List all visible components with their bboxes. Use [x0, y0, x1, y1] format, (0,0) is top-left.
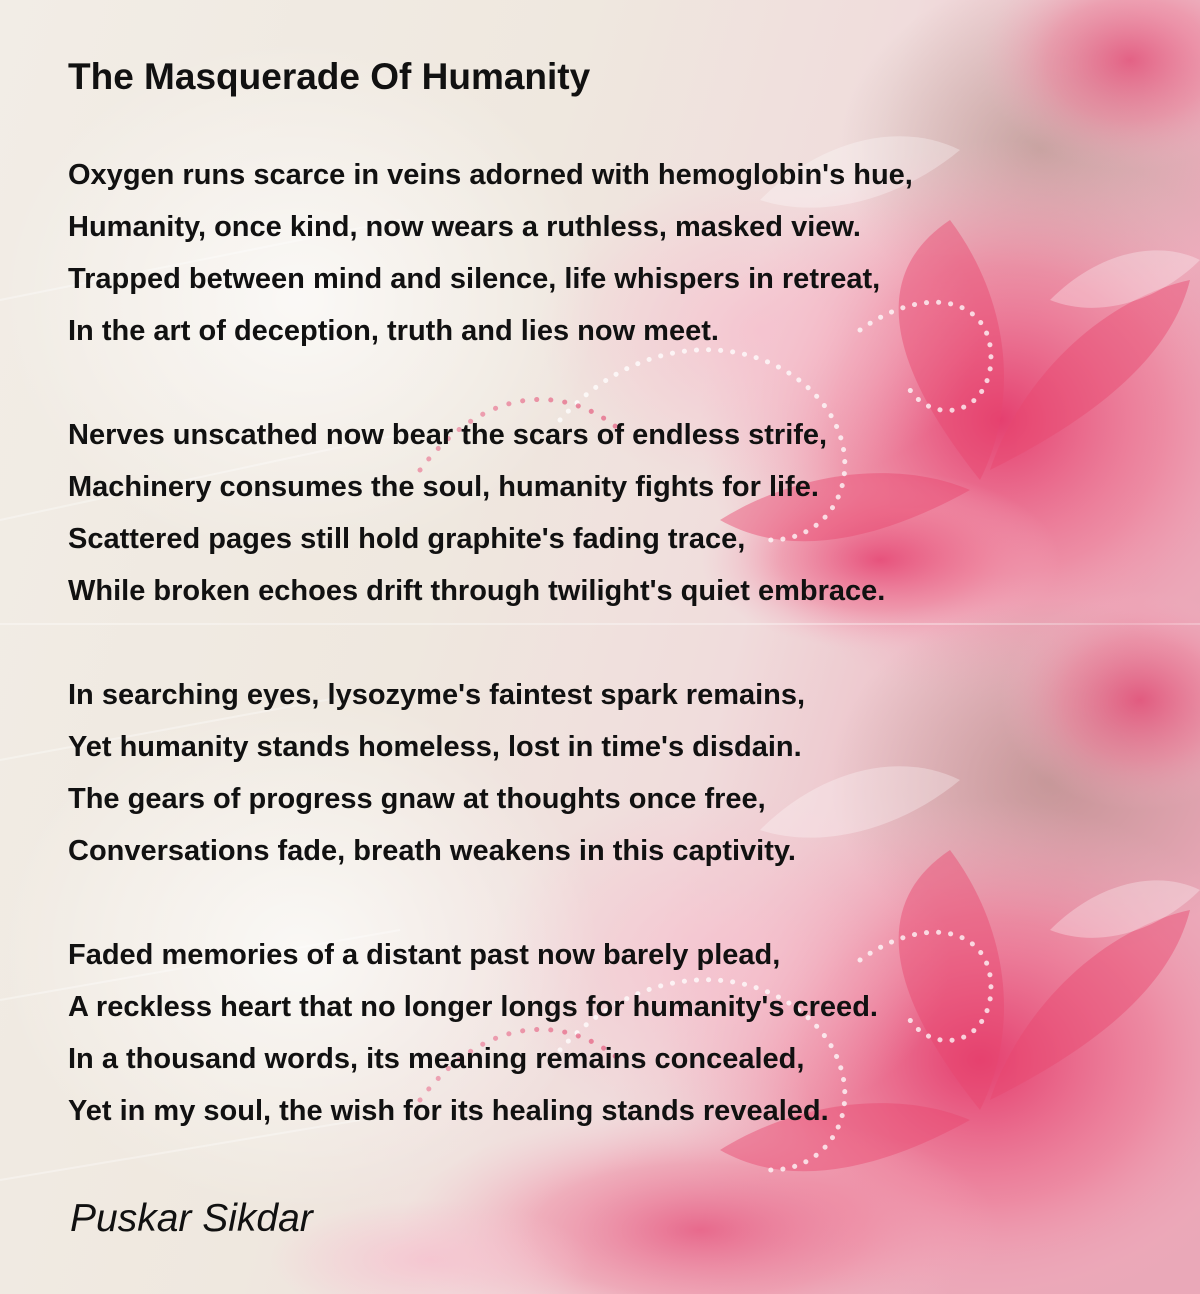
poem-line: In a thousand words, its meaning remains concealed, — [68, 1043, 805, 1075]
poem-line: Oxygen runs scarce in veins adorned with hemoglobin's hue, — [68, 159, 913, 191]
poem-line: Humanity, once kind, now wears a ruthless, masked view. — [68, 211, 861, 243]
poem-line: Yet humanity stands homeless, lost in time's disdain. — [68, 731, 802, 763]
poem-author: Puskar Sikdar — [70, 1197, 313, 1240]
poem-line: In searching eyes, lysozyme's faintest spark remains, — [68, 679, 806, 711]
poem-line: Trapped between mind and silence, life whispers in retreat, — [68, 263, 881, 295]
poem-line: The gears of progress gnaw at thoughts once free, — [68, 783, 766, 815]
poem-line: Nerves unscathed now bear the scars of endless strife, — [68, 419, 828, 451]
poem-line: Yet in my soul, the wish for its healing stands revealed. — [68, 1095, 829, 1127]
poem-line: Conversations fade, breath weakens in this captivity. — [68, 835, 796, 867]
stanza-1 — [68, 149, 913, 357]
poem-line: A reckless heart that no longer longs for humanity's creed. — [68, 991, 878, 1023]
poem-title: The Masquerade Of Humanity — [68, 56, 591, 97]
poem-line: Scattered pages still hold graphite's fading trace, — [68, 523, 746, 555]
stanza-2 — [68, 409, 885, 617]
poem-line: In the art of deception, truth and lies now meet. — [68, 315, 719, 347]
poem-line: Faded memories of a distant past now barely plead, — [68, 939, 781, 971]
poem-line: Machinery consumes the soul, humanity fights for life. — [68, 471, 819, 503]
stanza-4 — [68, 929, 878, 1137]
poem-line: While broken echoes drift through twilight's quiet embrace. — [68, 575, 886, 607]
stanza-3 — [68, 669, 805, 877]
